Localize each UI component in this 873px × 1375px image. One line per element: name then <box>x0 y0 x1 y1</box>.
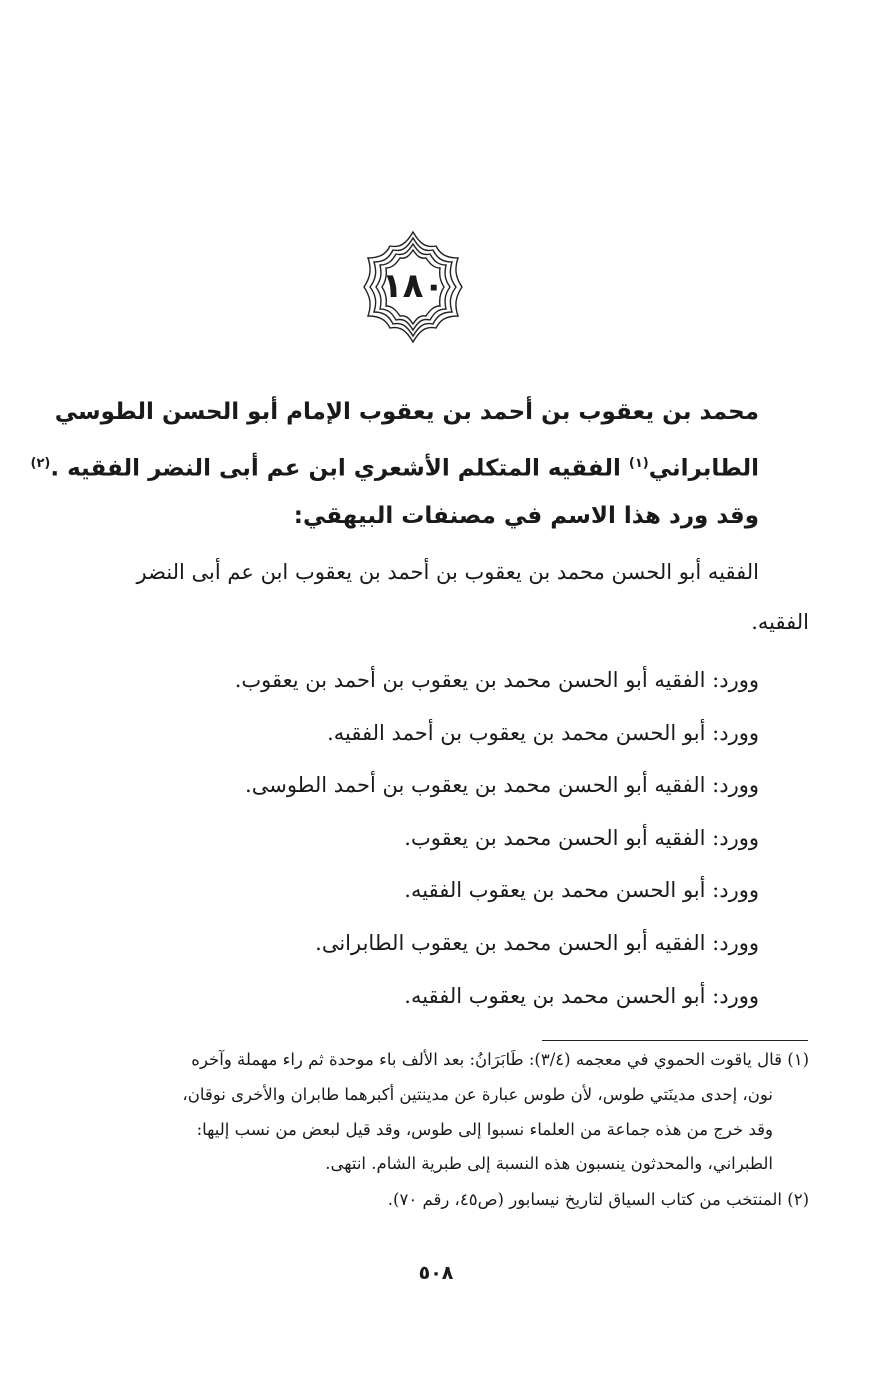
occurrence-item: وورد: أبو الحسن محمد بن يعقوب الفقيه. <box>404 878 759 902</box>
footnote-ref-2: (٢) <box>30 456 51 471</box>
footnote-1-line-3: وقد خرج من هذه جماعة من العلماء نسبوا إلى طوس، وقد قيل لبعض من نسب إليها: <box>196 1120 773 1139</box>
occurrence-item: وورد: الفقيه أبو الحسن محمد بن يعقوب بن أحمد الطوسى. <box>245 773 759 797</box>
occurrence-item: وورد: الفقيه أبو الحسن محمد بن يعقوب. <box>404 826 759 850</box>
entry-title-line-1: محمد بن يعقوب بن أحمد بن يعقوب الإمام أبو الحسن الطوسي <box>54 399 759 425</box>
footnote-1-line-2: نون، إحدى مدينَتي طوس، لأن طوس عبارة عن مدينتين أكبرهما طابران والأخرى نوقان، <box>182 1085 773 1104</box>
footnote-2-line-1: (٢) المنتخب من كتاب السياق لتاريخ نيسابور (ص٤٥، رقم ٧٠). <box>387 1190 809 1209</box>
title-nisba: الطابراني <box>648 455 759 482</box>
footnote-1-line-4: الطبراني، والمحدثون ينسبون هذه النسبة إلى طبرية الشام. انتهى. <box>325 1154 773 1173</box>
footnote-separator <box>542 1040 808 1041</box>
page-number: ٥٠٨ <box>418 1262 454 1284</box>
occurrence-item: وورد: أبو الحسن محمد بن يعقوب الفقيه. <box>404 984 759 1008</box>
occurrence-item: وورد: الفقيه أبو الحسن محمد بن يعقوب بن أحمد بن يعقوب. <box>234 668 759 692</box>
occurrence-item: وورد: الفقيه أبو الحسن محمد بن يعقوب الطابرانى. <box>315 931 759 955</box>
entry-subheading: وقد ورد هذا الاسم في مصنفات البيهقي: <box>293 503 759 529</box>
title-rest: الفقيه المتكلم الأشعري ابن عم أبى النضر الفقيه . <box>50 455 629 482</box>
footnote-1-line-1: (١) قال ياقوت الحموي في معجمه (٣/٤): طَابَرَانُ: بعد الألف باء موحدة ثم راء مهملة وآخره <box>191 1050 809 1069</box>
paragraph-line-1: الفقيه أبو الحسن محمد بن يعقوب بن أحمد بن يعقوب ابن عم أبى النضر <box>136 560 759 584</box>
footnote-ref-1: (١) <box>628 456 649 471</box>
occurrence-item: وورد: أبو الحسن محمد بن يعقوب بن أحمد الفقيه. <box>327 721 759 745</box>
entry-number: ١٨٠ <box>381 266 445 306</box>
entry-title-line-2 <box>31 444 759 489</box>
entry-number-ornament <box>360 228 466 346</box>
paragraph-line-2: الفقيه. <box>751 610 809 634</box>
